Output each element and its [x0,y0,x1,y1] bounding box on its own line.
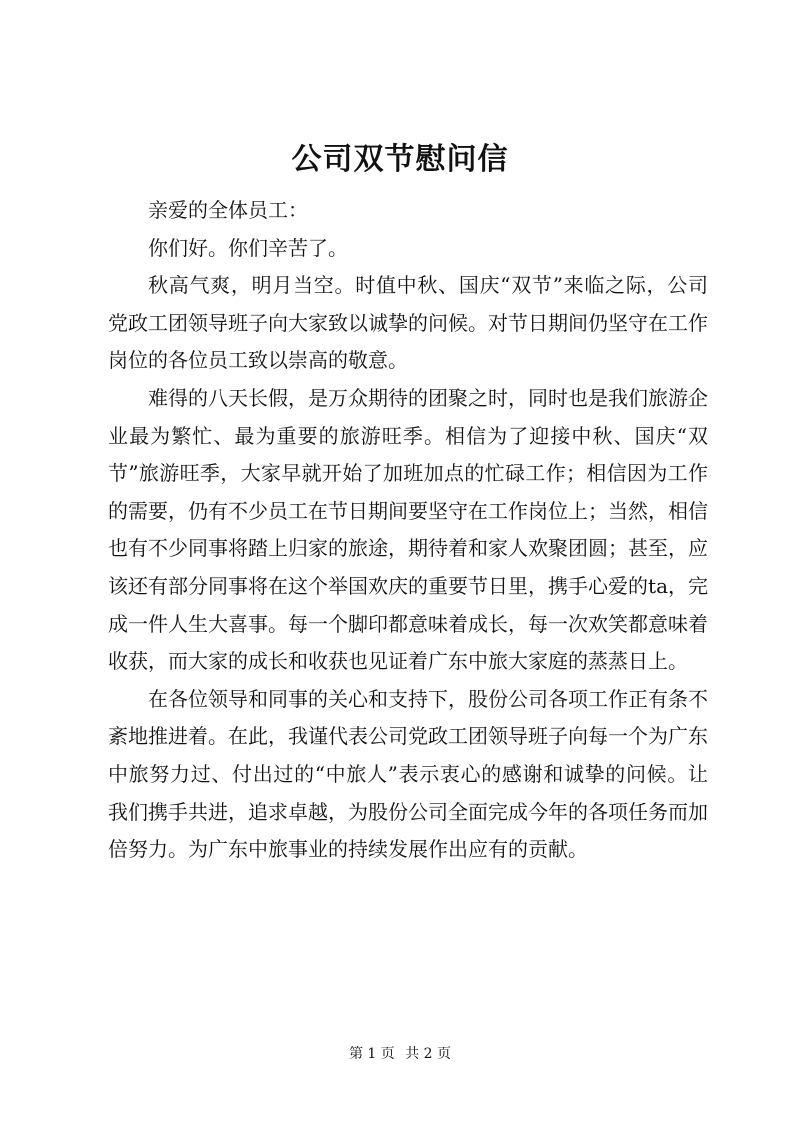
letter-body [108,192,708,869]
paragraph-1: 秋高气爽，明月当空。时值中秋、国庆“双节”来临之际，公司党政工团领导班子向大家致以诚挚的问候。对节日期间仍坚守在工作岗位的各位员工致以崇高的敬意。 [108,273,708,373]
paragraph-3: 在各位领导和同事的关心和支持下，股份公司各项工作正有条不紊地推进着。在此，我谨代表公司党政工团领导班子向每一个为广东中旅努力过、付出过的“中旅人”表示衷心的感谢和诚挚的问候。让我们携手共进，追求卓越，为股份公司全面完成今年的各项任务而加倍努力。为广东中旅事业的持续发展作出应有的贡献。 [108,686,708,862]
page-footer [0,1044,800,1064]
page-total: 共 2 页 [405,1046,452,1062]
paragraph-2: 难得的八天长假，是万众期待的团聚之时，同时也是我们旅游企业最为繁忙、最为重要的旅游旺季。相信为了迎接中秋、国庆“双节”旅游旺季，大家早就开始了加班加点的忙碌工作；相信因为工作的需要，仍有不少员工在节日期间要坚守在工作岗位上；当然，相信也有不少同事将踏上归家的旅途，期待着和家人欢聚团圆；甚至，应该还有部分同事将在这个举国欢庆的重要节日里，携手心爱的ta，完成一件人生大喜事。每一个脚印都意味着成长，每一次欢笑都意味着收获，而大家的成长和收获也见证着广东中旅大家庭的蒸蒸日上。 [108,385,708,674]
document-title: 公司双节慰问信 [291,142,509,177]
page-number: 第 1 页 [348,1046,395,1062]
greeting-line: 你们好。你们辛苦了。 [148,235,348,260]
salutation: 亲爱的全体员工： [148,198,308,222]
